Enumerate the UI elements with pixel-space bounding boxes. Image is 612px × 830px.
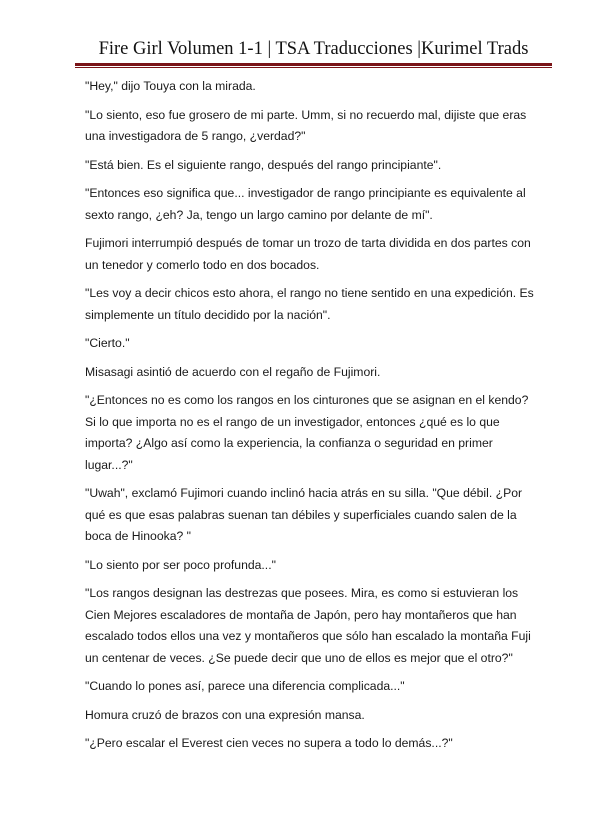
paragraph: "Hey," dijo Touya con la mirada. (85, 79, 256, 93)
paragraph: "Los rangos designan las destrezas que posees. Mira, es como si estuvieran los Cien Mejores escaladores de montaña de Japón, pero hay montañeros que han escalado todos ellos una vez y montañeros que sólo han escalado la montaña Fuji un centenar de veces. ¿Se puede decir que uno de ellos es mejor que el otro?" (85, 586, 531, 665)
paragraph: "Lo siento por ser poco profunda..." (85, 557, 276, 572)
paragraph: "Entonces eso significa que... investigador de rango principiante es equivalente al sexto rango, ¿eh? Ja, tengo un largo camino por delante de mí". (85, 186, 526, 222)
paragraph: "¿Entonces no es como los rangos en los cinturones que se asignan en el kendo? Si lo que importa no es el rango de un investigador, entonces ¿qué es lo que importa? ¿Algo así como la experiencia, la confianza o seguridad en primer lugar...?" (85, 393, 529, 472)
paragraph: Misasagi asintió de acuerdo con el regaño de Fujimori. (85, 364, 381, 379)
paragraph: "Lo siento, eso fue grosero de mi parte. Umm, si no recuerdo mal, dijiste que eras una investigadora de 5 rango, ¿verdad?" (85, 107, 527, 143)
paragraph: "Uwah", exclamó Fujimori cuando inclinó hacia atrás en su silla. "Que débil. ¿Por qué es que esas palabras suenan tan débiles y superficiales cuando salen de la boca de Hinooka? " (85, 486, 523, 543)
paragraph: Homura cruzó de brazos con una expresión mansa. (85, 707, 365, 722)
body-text (85, 76, 542, 755)
header-rule (75, 63, 552, 68)
paragraph: "Les voy a decir chicos esto ahora, el rango no tiene sentido en una expedición. Es simplemente un título decidido por la nación". (85, 286, 534, 322)
header-rule-thin (75, 67, 552, 68)
paragraph: "Cuando lo pones así, parece una diferencia complicada..." (85, 679, 405, 693)
paragraph: "Cierto." (85, 336, 130, 350)
paragraph: Fujimori interrumpió después de tomar un trozo de tarta dividida en dos partes con un tenedor y comerlo todo en dos bocados. (85, 236, 531, 272)
document-page (0, 38, 612, 830)
paragraph: "Está bien. Es el siguiente rango, después del rango principiante". (85, 157, 442, 172)
running-header: Fire Girl Volumen 1-1 | TSA Traducciones |Kurimel Trads (98, 39, 529, 59)
paragraph: "¿Pero escalar el Everest cien veces no supera a todo lo demás...?" (85, 736, 453, 750)
